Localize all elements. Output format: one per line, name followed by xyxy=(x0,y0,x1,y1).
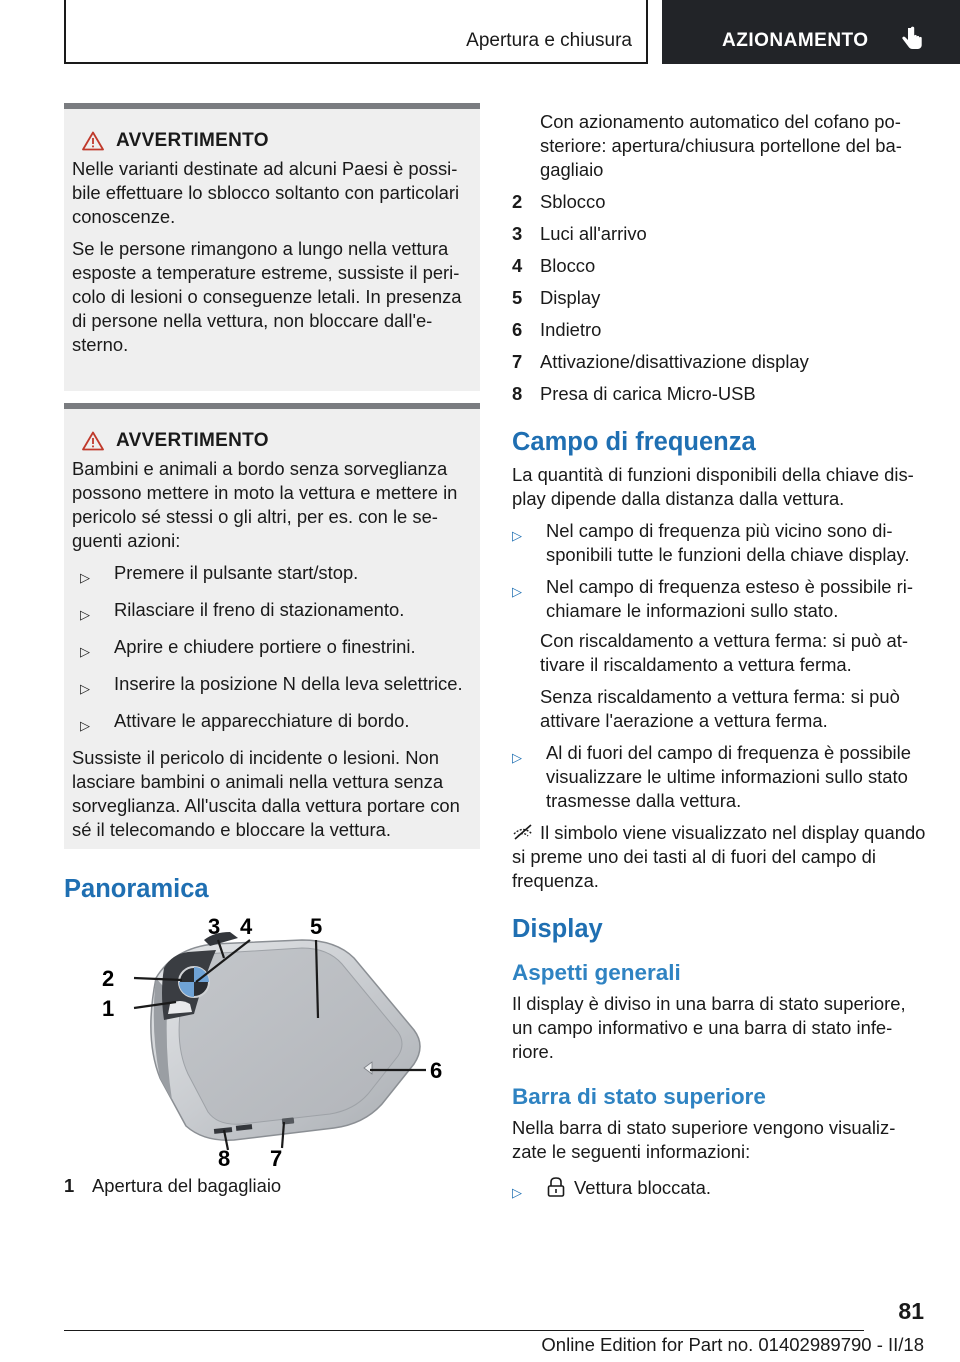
legend-item xyxy=(512,318,928,342)
legend-item xyxy=(512,190,928,214)
symbol-note-text: Il simbolo viene visualizzato nel display quando si preme uno dei tasti al di fuori del campo di frequenza. xyxy=(512,822,926,891)
list-item xyxy=(72,672,472,701)
list-item-text: Al di fuori del campo di frequenza è possibile visualizzare le ultime informazioni sullo stato trasmesse dalla vettura. xyxy=(546,742,911,811)
legend-text: Sblocco xyxy=(540,191,606,212)
list-item-text: Nel campo di frequenza esteso è possibile ri-chiamare le informazioni sullo stato. xyxy=(546,576,913,621)
warning-title: AVVERTIMENTO xyxy=(116,430,269,451)
list-item xyxy=(512,575,928,623)
warning2-intro: Bambini e animali a bordo senza sorveglianza possono mettere in moto la vettura e mettere in pericolo sé stessi o gli altri, per es. con le se-guenti azioni: xyxy=(72,458,458,551)
bullet-triangle-icon: ▷ xyxy=(512,528,522,543)
footer-divider xyxy=(64,1330,864,1331)
display-heading: Display xyxy=(512,915,603,943)
legend-text: Con azionamento automatico del cofano po-steriore: apertura/chiusura portellone del ba-gagliaio xyxy=(540,111,902,180)
chapter-tab xyxy=(662,0,960,64)
range-intro: La quantità di funzioni disponibili della chiave dis-play dipende dalla distanza dalla vettura. xyxy=(512,464,914,509)
warning-title-row xyxy=(72,129,472,153)
page-number: 81 xyxy=(898,1298,924,1324)
warning1-paragraph-2: Se le persone rimangono a lungo nella vettura esposte a temperature estreme, sussiste il peri-colo di lesioni o conseguenze letali. In presenza di persone nella vettura, non bloccare dall'e-sterno. xyxy=(72,238,462,355)
header-frame xyxy=(64,0,648,64)
symbol-note xyxy=(512,821,928,893)
warning-box-1 xyxy=(64,103,480,391)
list-item xyxy=(512,741,928,813)
bullet-triangle-icon: ▷ xyxy=(80,681,90,696)
warning1-paragraph-1: Nelle varianti destinate ad alcuni Paesi è possi-bile effettuare lo sblocco soltanto con particolari conoscenze. xyxy=(72,158,460,227)
warning2-outro: Sussiste il pericolo di incidente o lesioni. Non lasciare bambini o animali nella vettura senza sorveglianza. All'uscita dalla vettura portare con sé il telecomando e bloccare la vettura. xyxy=(72,747,460,840)
legend-item xyxy=(512,350,928,374)
legend-text: Luci all'arrivo xyxy=(540,223,647,244)
warning-box-2 xyxy=(64,403,480,849)
hand-pointer-icon xyxy=(900,26,924,54)
list-item xyxy=(72,598,472,627)
legend-number: 5 xyxy=(512,287,523,308)
list-item-text: Aprire e chiudere portiere o finestrini. xyxy=(114,636,416,657)
list-item xyxy=(512,1176,928,1205)
callout-2: 2 xyxy=(102,966,115,991)
list-item xyxy=(72,635,472,664)
range-sub-1: Con riscaldamento a vettura ferma: si può at-tivare il riscaldamento a vettura ferma. xyxy=(540,630,908,675)
list-item-text: Rilasciare il freno di stazionamento. xyxy=(114,599,405,620)
legend-item-1 xyxy=(64,1174,480,1198)
legend-text: Apertura del bagagliaio xyxy=(92,1175,282,1196)
lock-icon xyxy=(546,1176,566,1198)
section-title: Apertura e chiusura xyxy=(466,30,632,51)
bullet-triangle-icon: ▷ xyxy=(80,718,90,733)
no-signal-icon xyxy=(512,824,534,840)
legend-number: 4 xyxy=(512,255,523,276)
key-illustration xyxy=(64,918,480,1168)
legend-number: 8 xyxy=(512,383,523,404)
left-column xyxy=(64,103,480,1206)
bullet-triangle-icon: ▷ xyxy=(80,607,90,622)
warning-triangle-icon xyxy=(82,431,104,451)
legend-text: Indietro xyxy=(540,319,602,340)
edition-text: Online Edition for Part no. 01402989790 - II/18 xyxy=(541,1334,924,1355)
legend-text: Blocco xyxy=(540,255,596,276)
display-key-drawing xyxy=(64,918,480,1168)
range-sub-2: Senza riscaldamento a vettura ferma: si può attivare l'aerazione a vettura ferma. xyxy=(540,686,900,731)
general-heading: Aspetti generali xyxy=(512,960,681,985)
callout-8: 8 xyxy=(218,1146,231,1168)
legend-item-1-continued xyxy=(512,110,928,182)
callout-7: 7 xyxy=(270,1146,283,1168)
legend-item xyxy=(512,382,928,406)
range-heading: Campo di frequenza xyxy=(512,428,756,456)
legend-text: Display xyxy=(540,287,601,308)
legend-number: 2 xyxy=(512,191,523,212)
legend-item xyxy=(512,222,928,246)
status-bar-heading: Barra di stato superiore xyxy=(512,1084,766,1109)
legend-text: Attivazione/disattivazione display xyxy=(540,351,809,372)
chapter-title: AZIONAMENTO xyxy=(722,30,869,51)
list-item-text: Inserire la posizione N della leva selettrice. xyxy=(114,673,463,694)
list-item-text: Premere il pulsante start/stop. xyxy=(114,562,359,583)
list-item xyxy=(72,561,472,590)
bullet-triangle-icon: ▷ xyxy=(80,644,90,659)
legend-number: 3 xyxy=(512,223,523,244)
callout-1: 1 xyxy=(102,996,115,1021)
callout-4: 4 xyxy=(240,918,253,939)
legend-text: Presa di carica Micro-USB xyxy=(540,383,756,404)
legend-number: 6 xyxy=(512,319,523,340)
callout-6: 6 xyxy=(430,1058,443,1083)
bullet-triangle-icon: ▷ xyxy=(512,584,522,599)
warning-triangle-icon xyxy=(82,131,104,151)
legend-item xyxy=(512,254,928,278)
status-bar-text: Nella barra di stato superiore vengono visualiz-zate le seguenti informazioni: xyxy=(512,1117,896,1162)
list-item-text: Vettura bloccata. xyxy=(574,1177,711,1198)
warning-title-row xyxy=(72,429,472,453)
legend-item xyxy=(512,286,928,310)
legend-number: 1 xyxy=(64,1175,75,1196)
list-item xyxy=(512,519,928,567)
bullet-triangle-icon: ▷ xyxy=(80,570,90,585)
overview-heading: Panoramica xyxy=(64,875,209,903)
bullet-triangle-icon: ▷ xyxy=(512,1185,522,1200)
callout-5: 5 xyxy=(310,918,323,939)
bullet-triangle-icon: ▷ xyxy=(512,750,522,765)
legend-number: 7 xyxy=(512,351,523,372)
warning-title: AVVERTIMENTO xyxy=(116,130,269,151)
general-text: Il display è diviso in una barra di stato superiore, un campo informativo e una barra di stato infe-riore. xyxy=(512,993,906,1062)
list-item-text: Nel campo di frequenza più vicino sono di-sponibili tutte le funzioni della chiave display. xyxy=(546,520,910,565)
list-item-text: Attivare le apparecchiature di bordo. xyxy=(114,710,410,731)
right-column xyxy=(512,110,928,1213)
list-item xyxy=(72,709,472,738)
callout-3: 3 xyxy=(208,918,221,939)
